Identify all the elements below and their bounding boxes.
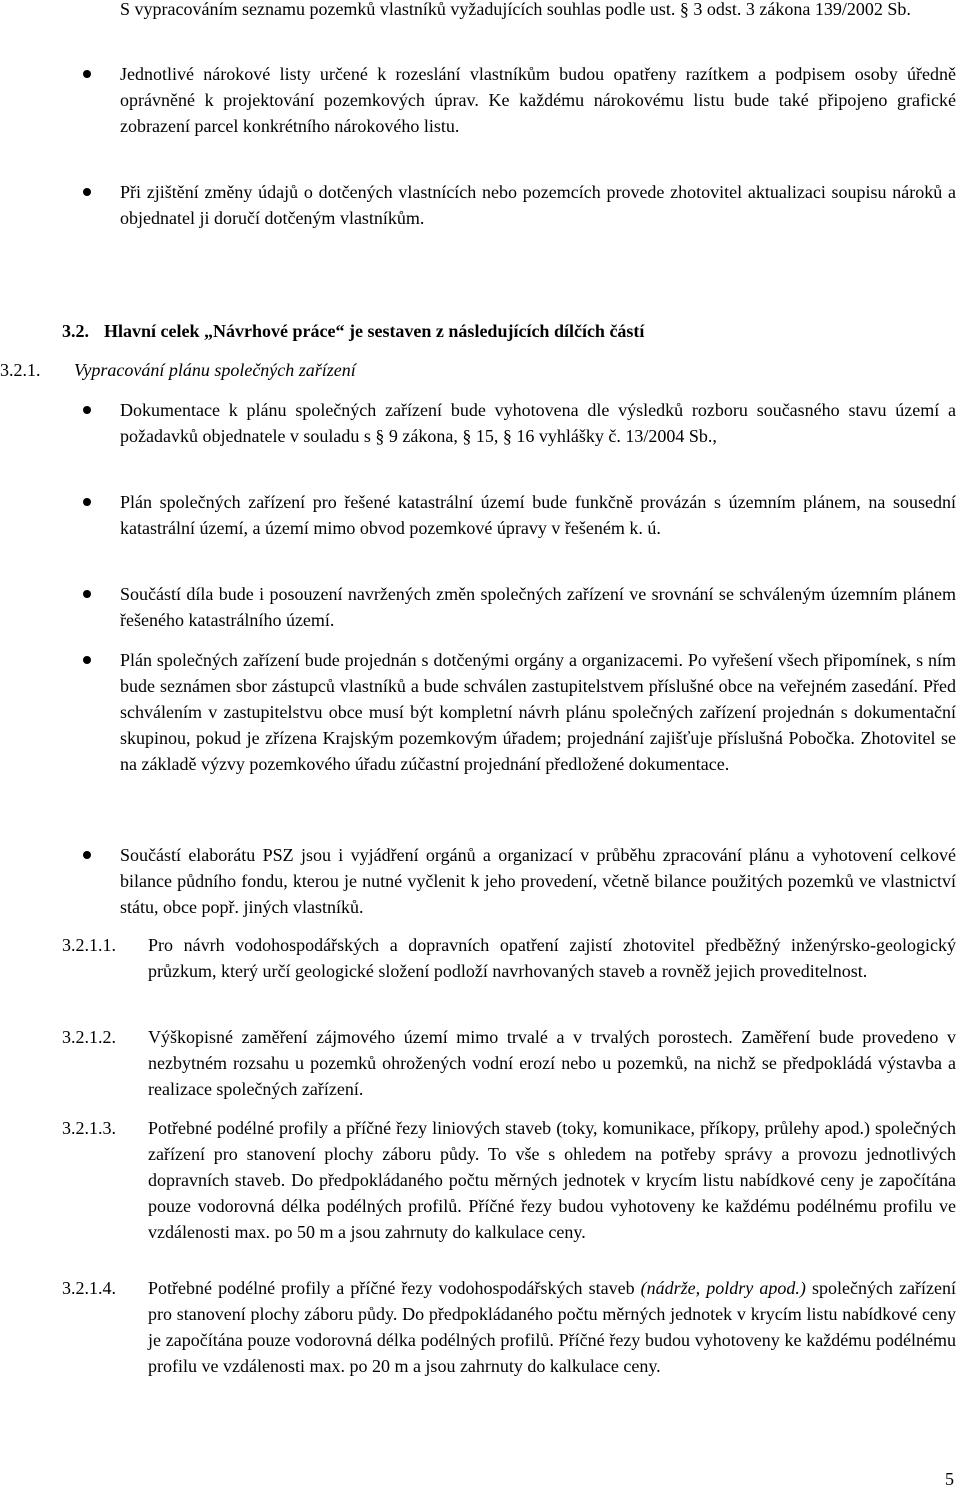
section-number: 3.2.1. — [0, 360, 41, 380]
bullet-dot-icon — [83, 851, 91, 859]
bullet-dot-icon — [83, 70, 91, 78]
item-text-part: Potřebné podélné profily a příčné řezy vodohospodářských staveb — [148, 1278, 641, 1298]
bullet-text: Plán společných zařízení pro řešené katastrální území bude funkčně provázán s územním plánem, na sousední katastrální území, a území mimo obvod pozemkové úpravy v řešeném k. ú. — [120, 492, 956, 538]
bullet-text: Jednotlivé nárokové listy určené k rozeslání vlastníkům budou opatřeny razítkem a podpisem osoby úředně oprávněné k projektování pozemkových úprav. Ke každému nárokovému listu bude také připojeno grafické zobrazení parcel konkrétního nárokového listu. — [120, 64, 956, 136]
bullet-item — [120, 647, 956, 777]
bullet-dot-icon — [83, 406, 91, 414]
bullet-dot-icon — [83, 188, 91, 196]
bullet-text: Dokumentace k plánu společných zařízení bude vyhotovena dle výsledků rozboru současného stavu území a požadavků objednatele v souladu s § 9 zákona, § 15, § 16 vyhlášky č. 13/2004 Sb., — [120, 400, 956, 446]
item-text — [148, 1275, 956, 1379]
continuation-paragraph: S vypracováním seznamu pozemků vlastníků vyžadujících souhlas podle ust. § 3 odst. 3 zákona 139/2002 Sb. — [120, 0, 911, 19]
item-number: 3.2.1.1. — [62, 935, 116, 955]
bullet-item — [120, 581, 956, 633]
item-number: 3.2.1.4. — [62, 1278, 116, 1298]
section-title: Hlavní celek „Návrhové práce“ je sestaven z následujících dílčích částí — [104, 321, 645, 341]
bullet-dot-icon — [83, 656, 91, 664]
bullet-dot-icon — [83, 590, 91, 598]
section-heading-3-2 — [62, 318, 644, 344]
item-text: Potřebné podélné profily a příčné řezy liniových staveb (toky, komunikace, příkopy, průlehy apod.) společných zařízení pro stanovení plochy záboru půdy. To vše s ohledem na potřeby správy a provozu jednotlivých dopravních staveb. Do předpokládaného počtu měrných jednotek v krycím listu nabídkové ceny je započítána pouze vodorovná délka podélných profilů. Příčné řezy budou vyhotoveny ke každému podélnému profilu ve vzdálenosti max. po 50 m a jsou zahrnuty do kalkulace ceny. — [148, 1118, 956, 1242]
section-title: Vypracování plánu společných zařízení — [74, 360, 356, 380]
item-number: 3.2.1.3. — [62, 1118, 116, 1138]
section-heading-3-2-1 — [0, 357, 356, 383]
bullet-item — [120, 397, 956, 449]
item-text-part: společných zařízení pro stanovení plochy záboru půdy. Do předpokládaného počtu měrných jednotek v krycím listu nabídkové ceny je započítána pouze vodorovná délka podélných profilů. Příčné řezy budou vyhotoveny ke každému podélnému profilu ve vzdálenosti max. po 20 m a jsou zahrnuty do kalkulace ceny. — [148, 1278, 956, 1376]
bullet-text: Součástí elaborátu PSZ jsou i vyjádření orgánů a organizací v průběhu zpracování plánu a vyhotovení celkové bilance půdního fondu, kterou je nutné vyčlenit k jeho provedení, včetně bilance použitých pozemků ve vlastnictví státu, obce popř. jiných vlastníků. — [120, 845, 956, 917]
bullet-item — [120, 842, 956, 920]
bullet-text: Při zjištění změny údajů o dotčených vlastnících nebo pozemcích provede zhotovitel aktualizaci soupisu nároků a objednatel ji doručí dotčeným vlastníkům. — [120, 182, 956, 228]
bullet-item — [120, 179, 956, 231]
page-number: 5 — [945, 1469, 954, 1489]
bullet-item — [120, 61, 956, 139]
item-text: Pro návrh vodohospodářských a dopravních opatření zajistí zhotovitel předběžný inženýrsko-geologický průzkum, který určí geologické složení podloží navrhovaných staveb a rovněž jejich proveditelnost. — [148, 935, 956, 981]
item-text-italic: (nádrže, poldry apod.) — [640, 1278, 806, 1298]
bullet-item — [120, 489, 956, 541]
bullet-text: Součástí díla bude i posouzení navržených změn společných zařízení ve srovnání se schváleným územním plánem řešeného katastrálního území. — [120, 584, 956, 630]
bullet-text: Plán společných zařízení bude projednán s dotčenými orgány a organizacemi. Po vyřešení všech připomínek, s ním bude seznámen sbor zástupců vlastníků a bude schválen zastupitelstvem příslušné obce na veřejném zasedání. Před schválením v zastupitelstvu obce musí být kompletní návrh plánu společných zařízení projednán s dokumentační skupinou, pokud je zřízena Krajským pozemkovým úřadem; projednání zajišťuje příslušná Pobočka. Zhotovitel se na základě výzvy pozemkového úřadu zúčastní projednání předložené dokumentace. — [120, 650, 956, 774]
section-number: 3.2. — [62, 321, 89, 341]
item-text: Výškopisné zaměření zájmového území mimo trvalé a v trvalých porostech. Zaměření bude provedeno v nezbytném rozsahu u pozemků ohrožených vodní erozí nebo u pozemků, na nichž se předpokládá výstavba a realizace společných zařízení. — [148, 1027, 956, 1099]
item-number: 3.2.1.2. — [62, 1027, 116, 1047]
bullet-dot-icon — [83, 498, 91, 506]
